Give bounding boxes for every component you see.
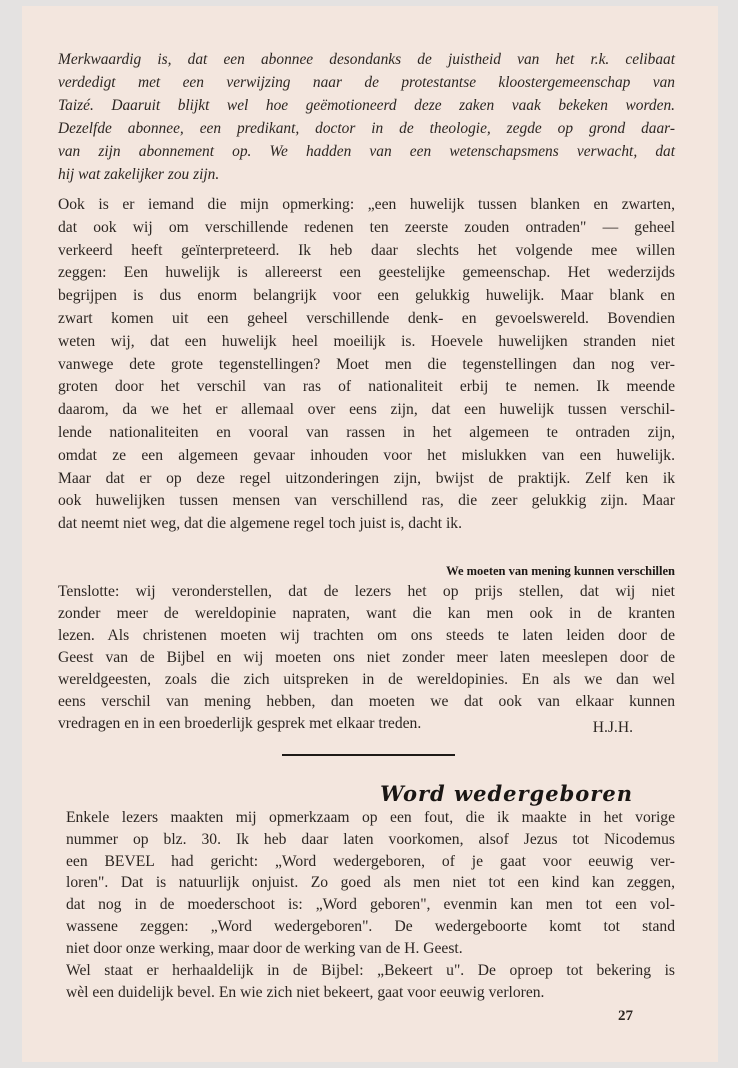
text-line: zonder meer de wereldopinie napraten, want die kan men ook in de kranten	[58, 605, 675, 622]
text-line: wereldgeesten, zoals die zich uitspreken in de wereldopinies. En als we dan wel	[58, 671, 675, 688]
text-line: Enkele lezers maakten mij opmerkzaam op een fout, die ik maakte in het vorige	[66, 809, 675, 826]
text-line: omdat ze een algemeen gevaar inhouden voor het mislukken van een huwelijk.	[58, 446, 675, 464]
text-line: groten door het verschil van ras of nationaliteit erbij te nemen. Ik meende	[58, 378, 675, 396]
text-line: wassene zeggen: „Word wedergeboren". De wedergeboorte komt tot stand	[66, 918, 675, 935]
text-line: Merkwaardig is, dat een abonnee desondanks de juistheid van het r.k. celibaat	[58, 51, 675, 68]
document-page	[22, 6, 718, 1062]
text-line: een BEVEL had gericht: „Word wedergeboren, of je gaat voor eeuwig ver-	[66, 852, 675, 870]
text-line: Geest van de Bijbel en wij moeten ons niet zonder meer laten meeslepen door de	[58, 649, 675, 666]
text-line: ook huwelijken tussen mensen van verschillend ras, die zeer gelukkig zijn. Maar	[58, 492, 675, 510]
text-line: lende nationaliteiten en vooral van rassen in het algemeen te ontraden zijn,	[58, 424, 675, 441]
section-divider	[282, 754, 455, 756]
text-line: vanwege dete grote tegenstellingen? Moet men die tegenstellingen dan nog ver-	[58, 355, 675, 373]
text-line: lezen. Als christenen moeten wij trachten om ons steeds te laten leiden door de	[58, 627, 675, 644]
text-line: Maar dat er op deze regel uitzonderingen zijn, bwijst de praktijk. Zelf ken ik	[58, 469, 675, 487]
text-line: dat nog in de moederschoot is: „Word geboren", evenmin kan men tot een vol-	[66, 896, 675, 914]
text-line: van zijn abonnement op. We hadden van een wetenschapsmens verwacht, dat	[58, 143, 675, 160]
text-line: zwart komen uit een geheel verschillende denk- en gevoelswereld. Bovendien	[58, 310, 675, 327]
author-signature: H.J.H.	[592, 719, 633, 736]
text-line: dat ook wij om verschillende redenen ten zeerste zouden ontraden" — geheel	[58, 218, 675, 236]
text-line: verdedigt met een verwijzing naar de protestantse kloostergemeenschap van	[58, 74, 675, 91]
text-line: loren". Dat is natuurlijk onjuist. Zo goed als men niet tot een kind kan zeggen,	[66, 874, 675, 892]
text-line: Dezelfde abonnee, een predikant, doctor in de theologie, zegde op grond daar-	[58, 120, 675, 137]
text-line: verkeerd heeft geïnterpreteerd. Ik heb daar slechts het volgende mee willen	[58, 241, 675, 259]
page-number: 27	[618, 1008, 633, 1024]
text-line: wèl een duidelijk bevel. En wie zich niet bekeert, gaat voor eeuwig verloren.	[66, 983, 545, 1001]
text-line: vredragen en in een broederlijk gesprek met elkaar treden.	[58, 715, 422, 732]
text-line: begrijpen is dus enorm belangrijk voor een gelukkig huwelijk. Maar blank en	[58, 287, 675, 305]
section-heading-verschillen: We moeten van mening kunnen verschillen	[446, 564, 675, 578]
text-line: hij wat zakelijker zou zijn.	[58, 166, 220, 183]
section-heading-wedergeboren: Word wedergeboren	[380, 781, 633, 806]
text-line: Wel staat er herhaaldelijk in de Bijbel: „Bekeert u". De oproep tot bekering is	[66, 962, 675, 979]
text-line: eens verschil van mening hebben, dan moeten we dat ook van elkaar kunnen	[58, 693, 675, 710]
text-line: Taizé. Daaruit blijkt wel hoe geëmotioneerd deze zaken vaak bekeken worden.	[58, 97, 675, 114]
text-line: dat neemt niet weg, dat die algemene regel toch juist is, dacht ik.	[58, 515, 463, 533]
text-line: zeggen: Een huwelijk is allereerst een geestelijke gemeenschap. Het wederzijds	[58, 264, 675, 282]
text-line: Ook is er iemand die mijn opmerking: „een huwelijk tussen blanken en zwarten,	[58, 196, 675, 213]
text-line: nummer op blz. 30. Ik heb daar laten voorkomen, alsof Jezus tot Nicodemus	[66, 830, 675, 848]
text-line: daarom, da we het er allemaal over eens zijn, dat een huwelijk tussen verschil-	[58, 401, 675, 419]
text-line: Tenslotte: wij veronderstellen, dat de lezers het op prijs stellen, dat wij niet	[58, 583, 675, 600]
text-line: weten wij, dat een huwelijk heel moeilijk is. Hoevele huwelijken stranden niet	[58, 332, 675, 350]
text-line: niet door onze werking, maar door de werking van de H. Geest.	[66, 939, 463, 957]
